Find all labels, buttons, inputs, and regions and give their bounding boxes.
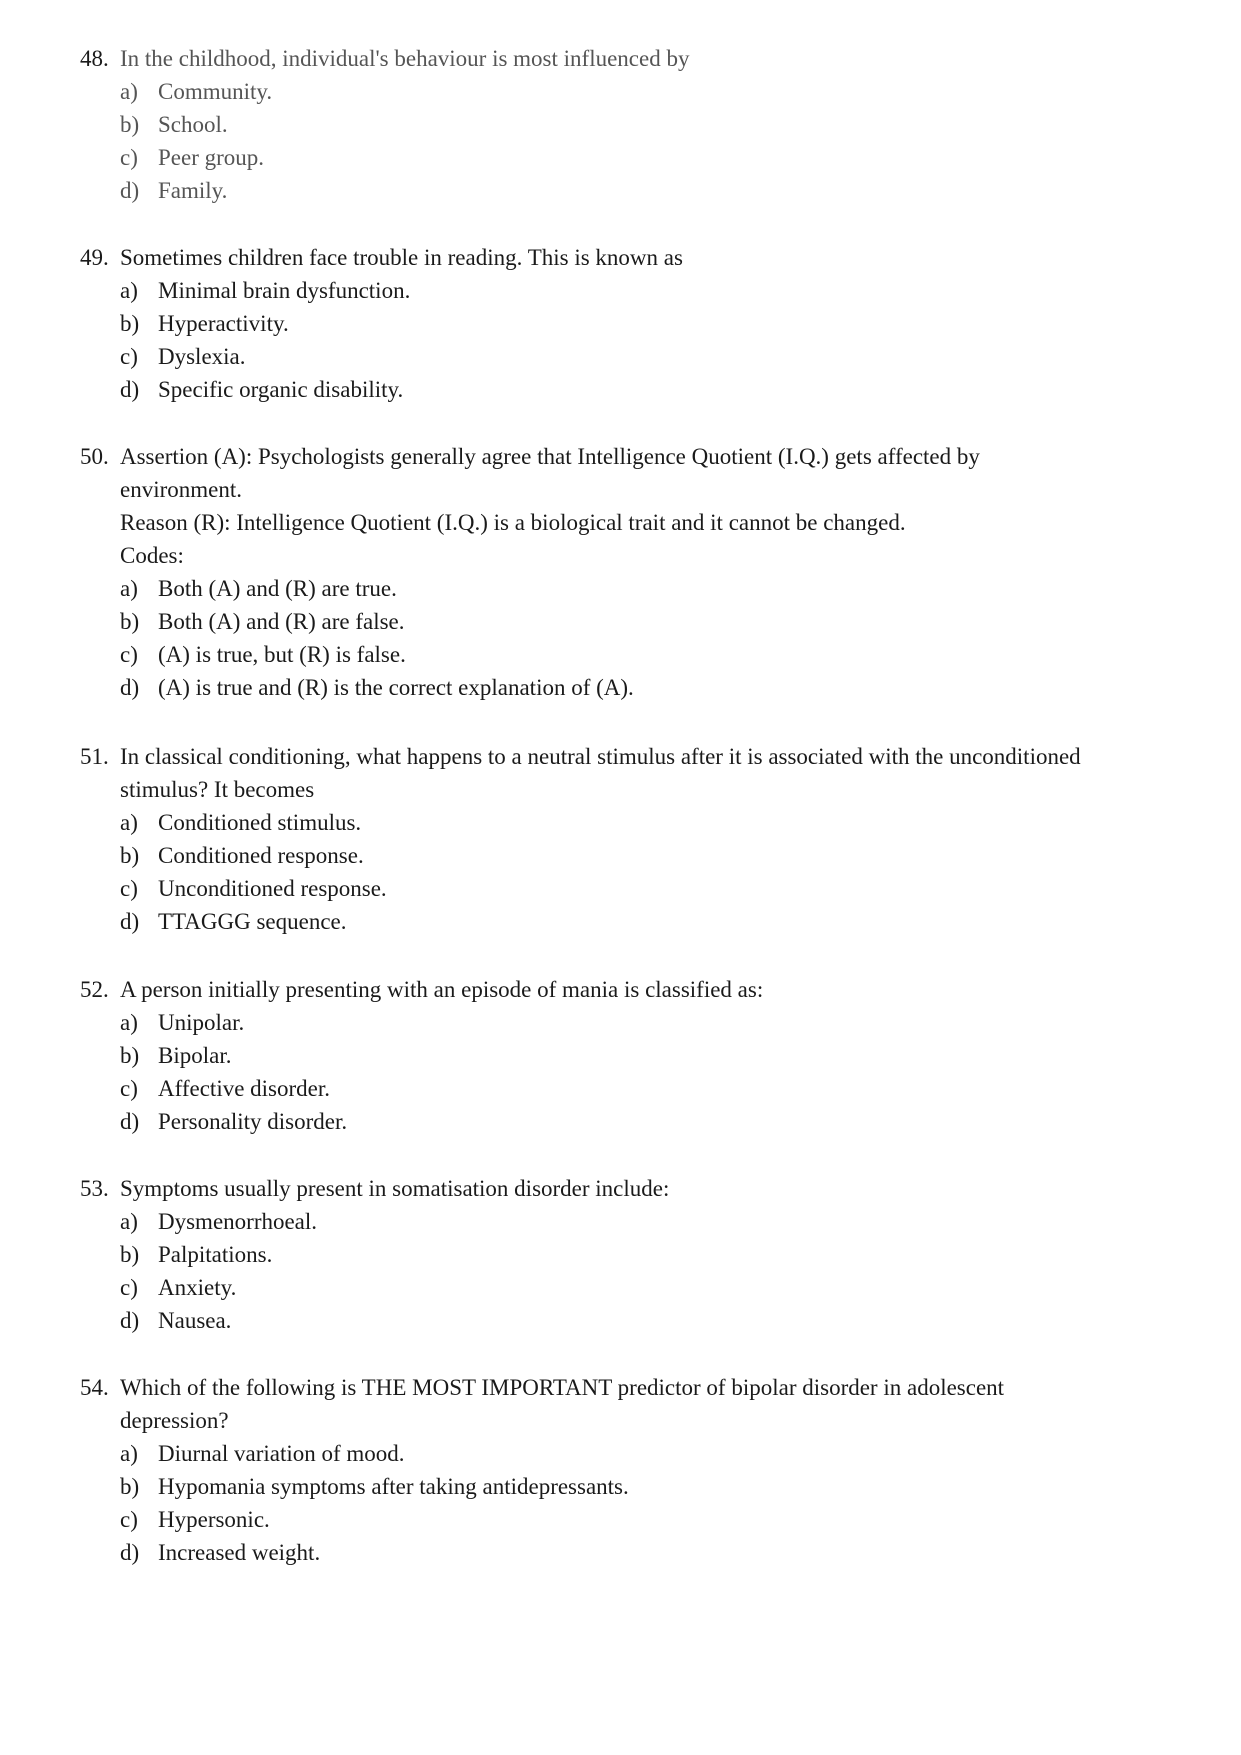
options-list — [120, 1437, 1180, 1569]
option-text: Both (A) and (R) are true. — [158, 576, 397, 601]
question-text: In classical conditioning, what happens to a neutral stimulus after it is associated with the unconditioned — [120, 744, 1081, 769]
option-c — [120, 141, 1180, 174]
question-text: Which of the following is THE MOST IMPORTANT predictor of bipolar disorder in adolescent — [120, 1375, 1005, 1400]
option-b — [120, 1039, 1180, 1072]
option-d — [120, 905, 1180, 938]
option-b — [120, 307, 1180, 340]
options-list — [120, 274, 1180, 406]
option-c — [120, 1503, 1180, 1536]
option-letter: c) — [120, 145, 138, 170]
option-letter: a) — [120, 79, 138, 104]
option-text: Dysmenorrhoeal. — [158, 1209, 318, 1234]
question-text: Sometimes children face trouble in reading. This is known as — [120, 245, 683, 270]
option-text: Hypomania symptoms after taking antidepressants. — [158, 1474, 629, 1499]
option-letter: a) — [120, 1209, 138, 1234]
option-b — [120, 605, 1180, 638]
option-letter: d) — [120, 377, 140, 402]
question-number: 53. — [80, 1176, 109, 1201]
option-b — [120, 839, 1180, 872]
question-52 — [80, 973, 1180, 1138]
option-d — [120, 373, 1180, 406]
reason-text: Reason (R): Intelligence Quotient (I.Q.) is a biological trait and it cannot be changed. — [120, 510, 906, 535]
option-text: Both (A) and (R) are false. — [158, 609, 405, 634]
option-letter: c) — [120, 876, 138, 901]
question-text: In the childhood, individual's behaviour is most influenced by — [120, 46, 690, 71]
option-text: Hyperactivity. — [158, 311, 289, 336]
question-text-continued: stimulus? It becomes — [120, 777, 315, 802]
option-letter: b) — [120, 843, 140, 868]
option-letter: d) — [120, 1308, 140, 1333]
option-text: Unipolar. — [158, 1010, 245, 1035]
question-number: 52. — [80, 977, 109, 1002]
option-letter: d) — [120, 909, 140, 934]
option-text: Increased weight. — [158, 1540, 321, 1565]
option-d — [120, 1536, 1180, 1569]
question-50 — [80, 440, 1180, 704]
option-a — [120, 274, 1180, 307]
question-text-continued: depression? — [120, 1408, 229, 1433]
option-a — [120, 572, 1180, 605]
option-letter: b) — [120, 1242, 140, 1267]
option-b — [120, 108, 1180, 141]
option-c — [120, 340, 1180, 373]
question-text: A person initially presenting with an episode of mania is classified as: — [120, 977, 764, 1002]
option-d — [120, 1304, 1180, 1337]
option-letter: b) — [120, 1474, 140, 1499]
question-number: 48. — [80, 46, 109, 71]
options-list — [120, 806, 1180, 938]
assertion-text-continued: environment. — [120, 477, 242, 502]
option-text: Anxiety. — [158, 1275, 237, 1300]
option-letter: b) — [120, 311, 140, 336]
option-text: Community. — [158, 79, 273, 104]
option-a — [120, 75, 1180, 108]
question-number: 50. — [80, 444, 109, 469]
question-number: 54. — [80, 1375, 109, 1400]
option-text: Nausea. — [158, 1308, 232, 1333]
question-53 — [80, 1172, 1180, 1337]
option-letter: a) — [120, 810, 138, 835]
option-text: Specific organic disability. — [158, 377, 404, 402]
option-letter: a) — [120, 278, 138, 303]
option-text: Diurnal variation of mood. — [158, 1441, 405, 1466]
option-letter: d) — [120, 1540, 140, 1565]
option-text: Personality disorder. — [158, 1109, 348, 1134]
option-letter: c) — [120, 642, 138, 667]
option-letter: c) — [120, 1507, 138, 1532]
option-text: (A) is true and (R) is the correct explanation of (A). — [158, 675, 634, 700]
option-c — [120, 1271, 1180, 1304]
option-letter: c) — [120, 1275, 138, 1300]
options-list — [120, 1205, 1180, 1337]
option-text: Minimal brain dysfunction. — [158, 278, 411, 303]
question-51 — [80, 740, 1180, 938]
option-letter: d) — [120, 178, 140, 203]
option-text: Unconditioned response. — [158, 876, 387, 901]
option-letter: a) — [120, 576, 138, 601]
options-list — [120, 572, 1180, 704]
question-54 — [80, 1371, 1180, 1569]
option-text: Peer group. — [158, 145, 265, 170]
option-letter: b) — [120, 1043, 140, 1068]
question-49 — [80, 241, 1180, 406]
option-d — [120, 174, 1180, 207]
option-a — [120, 1437, 1180, 1470]
options-list — [120, 1006, 1180, 1138]
option-text: Bipolar. — [158, 1043, 232, 1068]
assertion-text: Assertion (A): Psychologists generally agree that Intelligence Quotient (I.Q.) gets affected by — [120, 444, 980, 469]
option-d — [120, 1105, 1180, 1138]
option-a — [120, 1205, 1180, 1238]
option-text: Dyslexia. — [158, 344, 246, 369]
options-list — [120, 75, 1180, 207]
option-c — [120, 638, 1180, 671]
option-text: School. — [158, 112, 228, 137]
option-letter: a) — [120, 1441, 138, 1466]
option-b — [120, 1470, 1180, 1503]
option-text: Conditioned response. — [158, 843, 364, 868]
option-a — [120, 806, 1180, 839]
option-text: Conditioned stimulus. — [158, 810, 362, 835]
option-c — [120, 1072, 1180, 1105]
option-letter: d) — [120, 675, 140, 700]
option-letter: c) — [120, 344, 138, 369]
option-b — [120, 1238, 1180, 1271]
codes-label: Codes: — [120, 543, 184, 568]
option-letter: a) — [120, 1010, 138, 1035]
question-text: Symptoms usually present in somatisation disorder include: — [120, 1176, 670, 1201]
option-d — [120, 671, 1180, 704]
option-letter: d) — [120, 1109, 140, 1134]
question-number: 51. — [80, 744, 109, 769]
option-text: Family. — [158, 178, 228, 203]
question-number: 49. — [80, 245, 109, 270]
option-text: Palpitations. — [158, 1242, 273, 1267]
option-c — [120, 872, 1180, 905]
option-letter: b) — [120, 112, 140, 137]
question-48 — [80, 42, 1180, 207]
option-text: TTAGGG sequence. — [158, 909, 347, 934]
option-text: Affective disorder. — [158, 1076, 331, 1101]
option-text: (A) is true, but (R) is false. — [158, 642, 406, 667]
option-letter: c) — [120, 1076, 138, 1101]
option-letter: b) — [120, 609, 140, 634]
option-text: Hypersonic. — [158, 1507, 270, 1532]
option-a — [120, 1006, 1180, 1039]
